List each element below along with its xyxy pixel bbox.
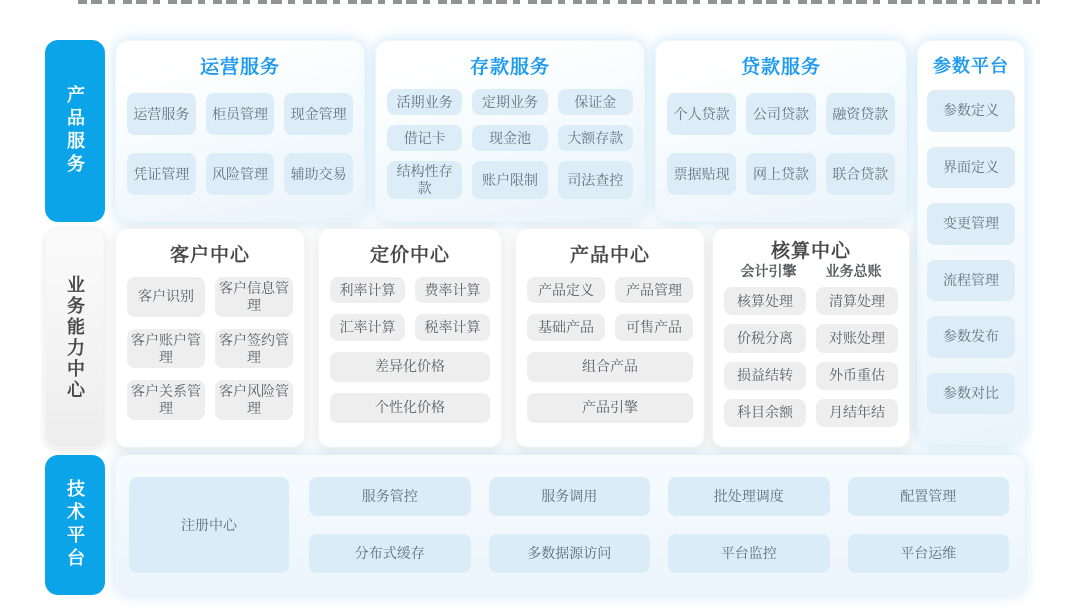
chip-registry-center: 注册中心 [129,477,289,573]
chip: 参数定义 [927,90,1015,132]
section-title: 参数平台 [933,56,1009,76]
chip: 票据贴现 [667,153,736,195]
chip: 网上贷款 [746,153,815,195]
chip: 价税分离 [724,324,806,352]
chip: 税率计算 [415,314,490,340]
chip: 损益结转 [724,362,806,390]
chip: 客户签约管理 [215,329,293,369]
chip: 借记卡 [387,125,462,151]
chip: 融资贷款 [826,93,895,135]
chip: 保证金 [558,89,633,115]
chip: 客户风险管理 [215,380,293,420]
chip: 凭证管理 [127,153,196,195]
chip: 账户限制 [472,161,547,199]
chip: 批处理调度 [668,477,830,516]
chip: 客户信息管理 [215,277,293,317]
section-title: 存款服务 [469,57,550,78]
chip: 组合产品 [527,352,693,382]
section-parameter-platform [917,40,1025,445]
chip: 界面定义 [927,147,1015,189]
chip: 客户识别 [127,277,205,317]
section-operation-services [115,40,365,222]
chip: 差异化价格 [330,352,490,382]
chip: 产品引擎 [527,393,693,423]
section-title: 运营服务 [199,57,280,78]
chip: 多数据源访问 [489,534,651,573]
chip: 基础产品 [527,314,605,340]
section-title: 核算中心 [770,241,851,262]
chip: 个性化价格 [330,393,490,423]
chip: 可售产品 [615,314,693,340]
sidebar-label: 产品服务 [65,85,85,177]
chip: 平台监控 [668,534,830,573]
chip: 大额存款 [558,125,633,151]
chip: 科目余额 [724,399,806,427]
section-pricing-center [318,228,502,448]
sidebar-tech-platform [45,455,105,595]
chip: 清算处理 [816,287,898,315]
chip: 变更管理 [927,203,1015,245]
chip: 现金管理 [284,93,353,135]
chip: 利率计算 [330,277,405,303]
chip: 费率计算 [415,277,490,303]
chip: 流程管理 [927,260,1015,302]
chip: 产品管理 [615,277,693,303]
chip: 产品定义 [527,277,605,303]
chip: 对账处理 [816,324,898,352]
section-tech-platform [115,455,1025,595]
chip: 定期业务 [472,89,547,115]
chip: 平台运维 [848,534,1010,573]
chip: 服务管控 [309,477,471,516]
section-title: 贷款服务 [740,57,821,78]
section-title: 产品中心 [569,245,650,266]
sidebar-business-capability-center [45,228,105,448]
chip: 个人贷款 [667,93,736,135]
chip: 月结年结 [816,399,898,427]
chip: 现金池 [472,125,547,151]
clipped-text-line [78,0,1040,4]
chip: 服务调用 [489,477,651,516]
section-product-center [515,228,705,448]
chip: 分布式缓存 [309,534,471,573]
chip: 联合贷款 [826,153,895,195]
chip: 参数对比 [927,373,1015,415]
chip: 活期业务 [387,89,462,115]
chip: 客户账户管理 [127,329,205,369]
sidebar-label: 业务能力中心 [65,275,85,401]
chip: 客户关系管理 [127,380,205,420]
section-title: 定价中心 [369,245,450,266]
section-deposit-services [375,40,645,222]
section-accounting-center [712,228,910,448]
chip: 核算处理 [724,287,806,315]
chip: 汇率计算 [330,314,405,340]
section-customer-center [115,228,305,448]
chip: 外币重估 [816,362,898,390]
chip: 参数发布 [927,316,1015,358]
section-loan-services [655,40,907,222]
subheader-accounting-engine: 会计引擎 [740,263,797,279]
sidebar-product-services [45,40,105,222]
chip: 柜员管理 [206,93,275,135]
subheader-business-ledger: 业务总账 [825,263,882,279]
section-title: 客户中心 [169,245,250,266]
chip: 结构性存款 [387,161,462,199]
chip: 运营服务 [127,93,196,135]
chip: 辅助交易 [284,153,353,195]
chip: 配置管理 [848,477,1010,516]
chip: 司法查控 [558,161,633,199]
chip: 风险管理 [206,153,275,195]
sidebar-label: 技术平台 [65,479,85,571]
chip: 公司贷款 [746,93,815,135]
